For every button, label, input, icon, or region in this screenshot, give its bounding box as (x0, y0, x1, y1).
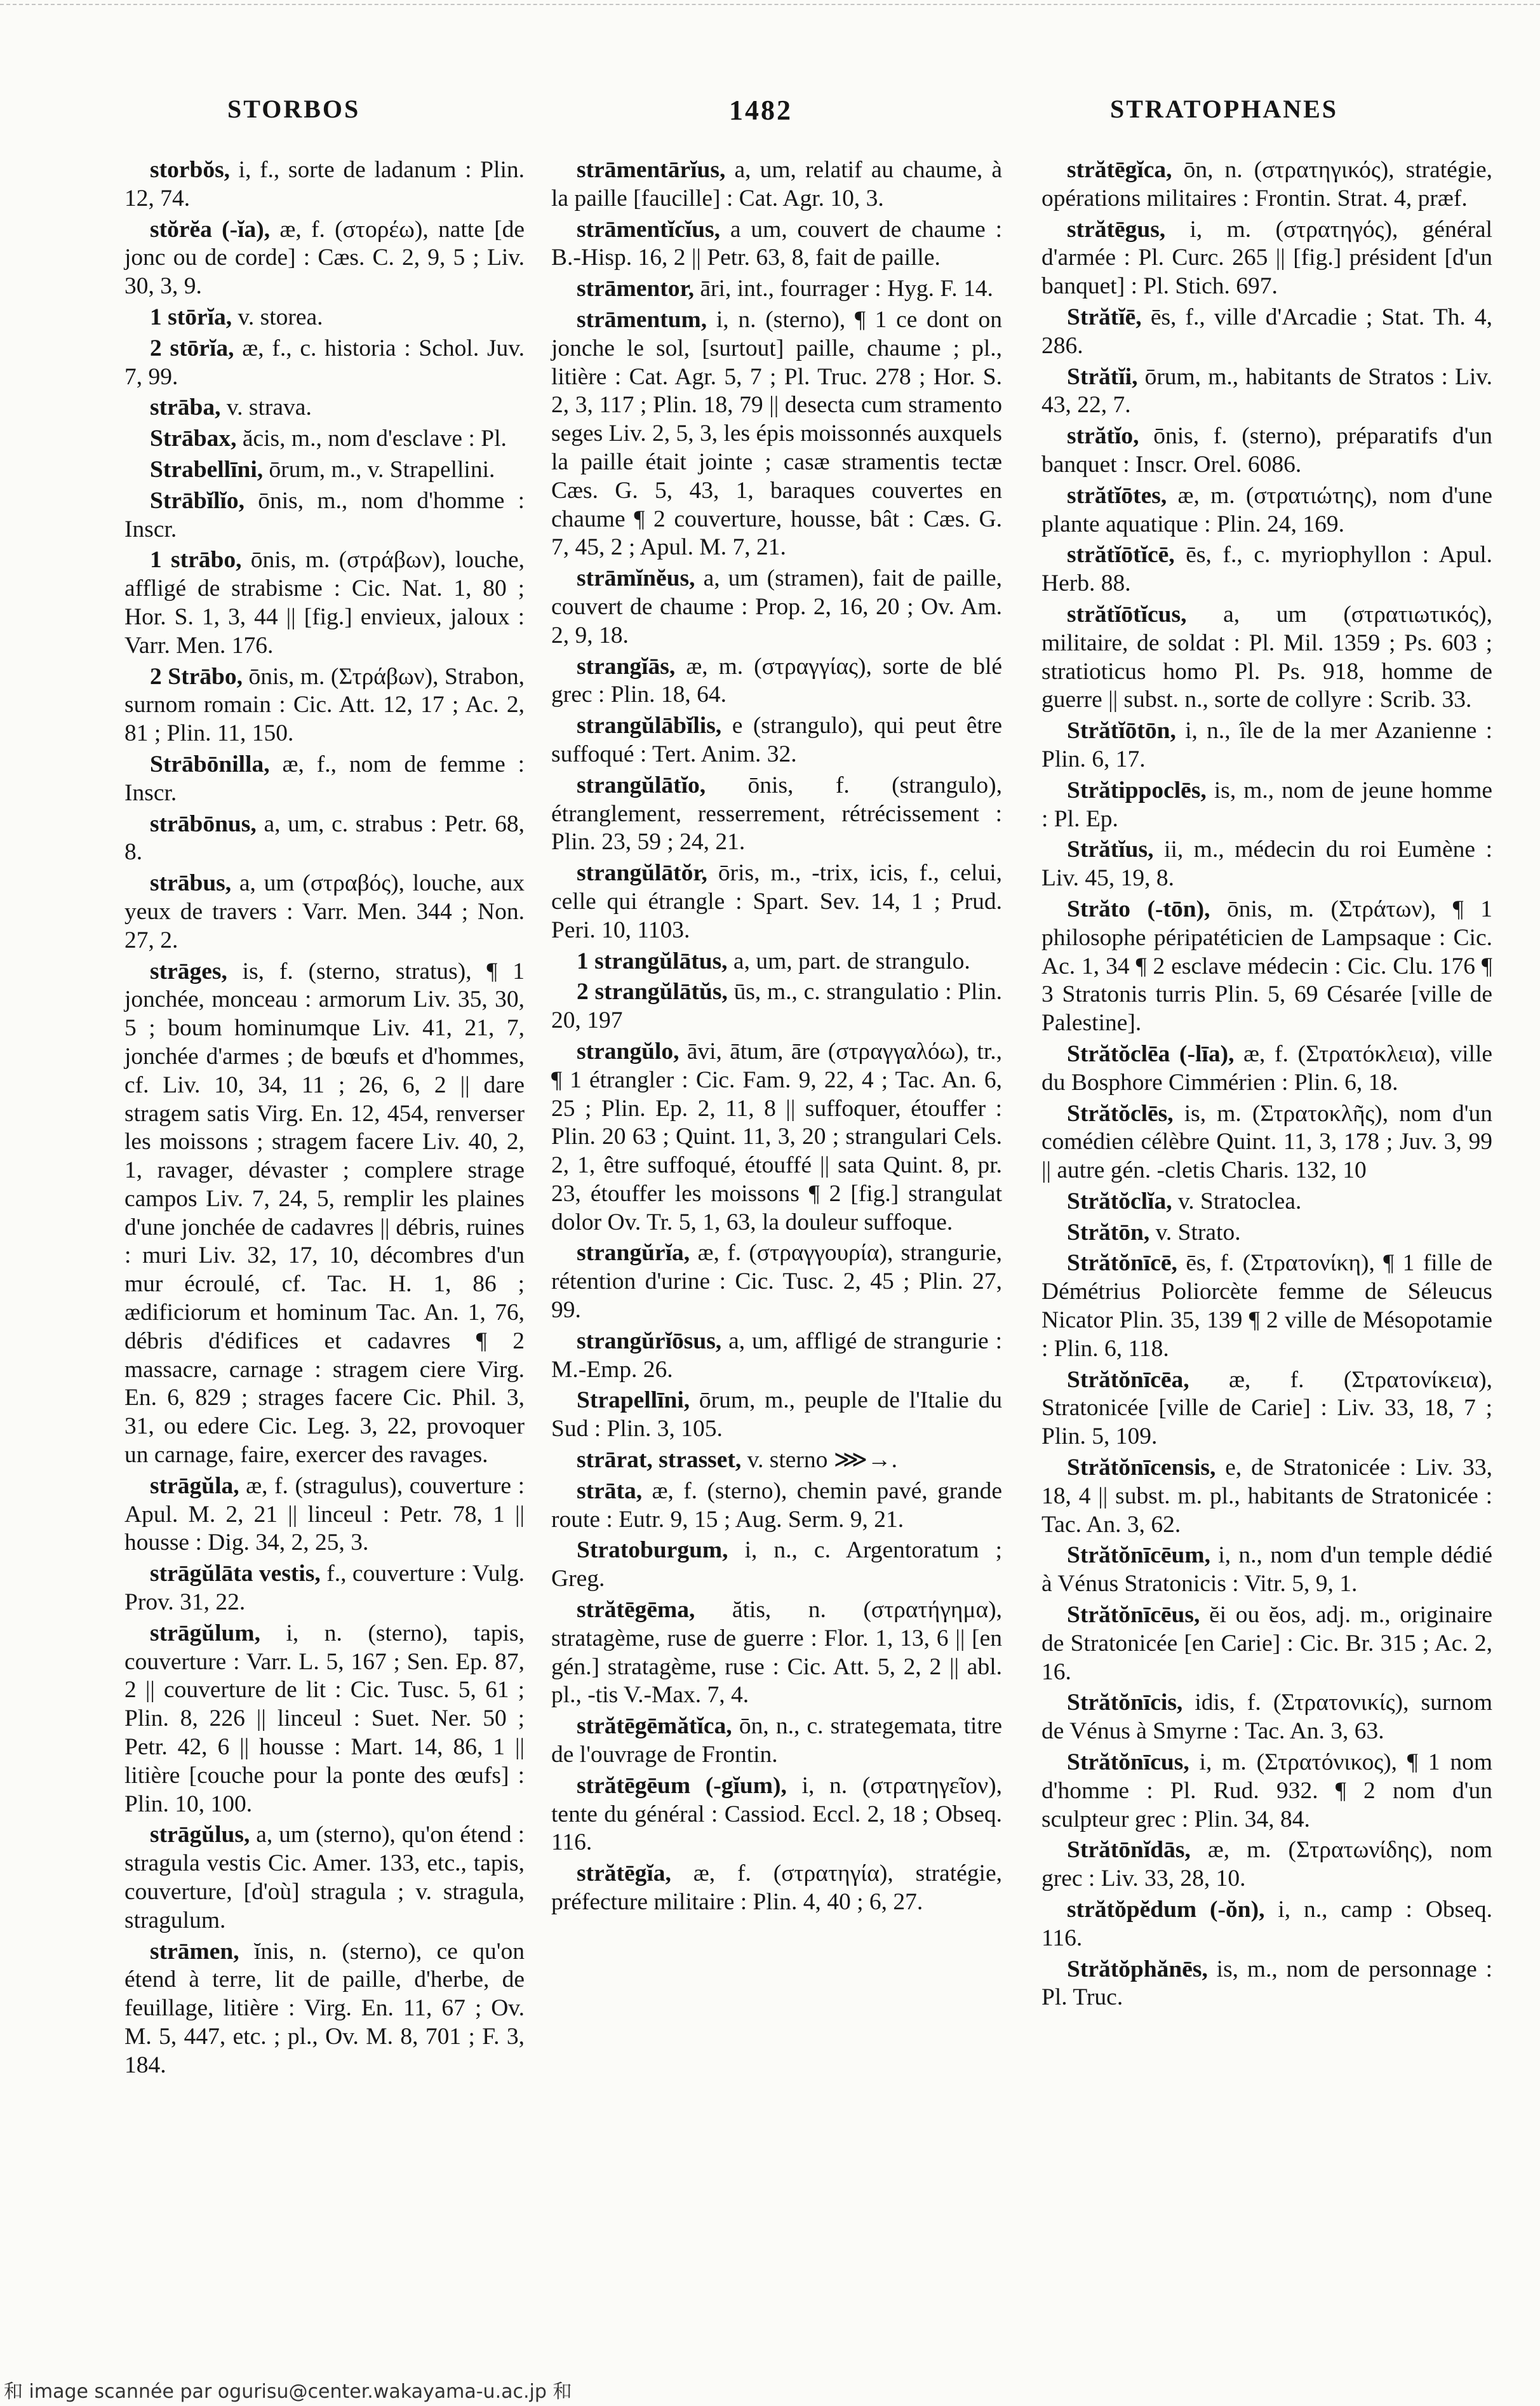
entry-headword: strătēgēum (-gĭum), (577, 1772, 787, 1799)
entry-definition: ēs, f. (Στρατονίκη), ¶ 1 fille de Démétrius Poliorcète femme de Séleucus Nicator Plin. 35, 139 ¶ 2 ville de Mésopotamie : Plin. 6, 118. (1041, 1250, 1492, 1362)
entry-definition: i, m. (Στρατόνικος), ¶ 1 nom d'homme : Pl. Rud. 932. ¶ 2 nom d'un sculpteur grec : Plin. 34, 84. (1041, 1749, 1492, 1832)
entry-headword: strāges, (150, 958, 227, 985)
dictionary-entry (551, 978, 1002, 1035)
dictionary-column-3 (1041, 156, 1492, 2015)
footer-glyph-left: 和 (4, 2381, 23, 2403)
entry-headword: 1 strangŭlātus, (577, 948, 728, 974)
entry-headword: strangŭlo, (577, 1038, 680, 1065)
entry-headword: storbŏs, (150, 157, 231, 183)
entry-headword: strangŭlātŏr, (577, 860, 707, 887)
entry-headword: 2 Strābo, (150, 663, 243, 690)
dictionary-entry (551, 1387, 1002, 1444)
entry-headword: strāgŭlum, (150, 1620, 260, 1646)
dictionary-entry (1041, 1689, 1492, 1746)
entry-definition: ōrum, m., peuple de l'Italie du Sud : Plin. 3, 105. (551, 1387, 1003, 1442)
dictionary-entry (551, 1477, 1002, 1535)
dictionary-entry (1041, 601, 1492, 715)
entry-definition: is, m., nom de jeune homme : Pl. Ep. (1041, 777, 1493, 832)
entry-headword: strătĭo, (1067, 423, 1139, 450)
entry-headword: Străto (-tōn), (1067, 896, 1210, 922)
entry-headword: Strătŏphănēs, (1067, 1956, 1208, 1982)
entry-definition: i, n. (sterno), tapis, couverture : Varr. L. 5, 167 ; Sen. Ep. 87, 2 || couverture de lit : Cic. Tusc. 5, 61 ; Plin. 8, 226 || linceul : Suet. Ner. 50 ; Petr. 42, 6 || housse : Mart. 14, 86, 1 || litière [couche pour la ponte des œufs] : Plin. 10, 100. (124, 1620, 525, 1817)
entry-headword: strāmentum, (577, 306, 707, 333)
entry-definition: idis, f. (Στρατονικίς), surnom de Vénus à Smyrne : Tac. An. 3, 63. (1041, 1690, 1492, 1745)
entry-headword: Strătŏnīcē, (1067, 1250, 1177, 1277)
entry-headword: Strabellīni, (150, 456, 264, 483)
dictionary-entry (551, 1860, 1002, 1917)
dictionary-entry (124, 216, 525, 301)
entry-headword: Strătippoclēs, (1067, 777, 1207, 803)
dictionary-entry (1041, 896, 1492, 1038)
entry-definition: ōrum, m., habitants de Stratos : Liv. 43, 22, 7. (1041, 363, 1493, 419)
entry-definition: ōn, n., c. strategemata, titre de l'ouvrage de Frontin. (551, 1713, 1002, 1768)
header-right-guide-word: STRATOPHANES (1110, 95, 1339, 123)
entry-headword: 2 strangŭlātŭs, (577, 979, 728, 1005)
dictionary-entry (1041, 422, 1492, 480)
entry-headword: Strătŏnīcus, (1067, 1749, 1189, 1776)
entry-definition: a, um, c. strabus : Petr. 68, 8. (124, 810, 525, 866)
dictionary-entry (1041, 717, 1492, 774)
dictionary-column-2 (551, 156, 1002, 1919)
dictionary-entry (1041, 1366, 1492, 1451)
footer-text: image scannée par ogurisu@center.wakayama-u.ac.jp (29, 2381, 547, 2403)
entry-headword: Strătŏclĭa, (1067, 1188, 1172, 1214)
entry-headword: strāgŭlāta vestis, (150, 1561, 321, 1587)
entry-headword: Strătŏnīcis, (1067, 1690, 1183, 1716)
entry-definition: æ, f., c. historia : Schol. Juv. 7, 99. (124, 335, 525, 390)
entry-definition: is, f. (sterno, stratus), ¶ 1 jonchée, monceau : armorum Liv. 35, 30, 5 ; boum hominumque Liv. 41, 21, 7, jonchée d'armes ; de bœufs et d'hommes, cf. Liv. 10, 34, 11 ; 26, 6, 2 || dare stragem satis Virg. En. 12, 454, renverser les moissons ; stragem facere Liv. 40, 2, 1, ravager, dévaster ; complere strage campos Liv. 7, 24, 5, remplir les plaines d'une jonchée de cadavres || débris, ruines : muri Liv. 32, 17, 10, décombres d'un mur écroulé, cf. Tac. H. 1, 86 ; ædificiorum et hominum Tac. An. 1, 76, débris d'édifices et cadavres ¶ 2 massacre, carnage : stragem ciere Virg. En. 6, 829 ; strages facere Cic. Phil. 3, 31, ou edere Cic. Leg. 3, 22, provoquer un carnage, faire, exercer des ravages. (124, 958, 525, 1468)
dictionary-entry (1041, 156, 1492, 213)
entry-headword: Strătĭē, (1067, 304, 1142, 330)
entry-definition: f., couverture : Vulg. Prov. 31, 22. (124, 1561, 525, 1616)
entry-definition: ătis, n. (στρατήγημα), stratagème, ruse de guerre : Flor. 1, 13, 6 || [en gén.] stratagème, ruse : Cic. Att. 5, 2, 2 || abl. pl., -tis V.-Max. 7, 4. (551, 1597, 1003, 1709)
entry-headword: Strătōnĭdās, (1067, 1837, 1191, 1864)
entry-definition: ăcis, m., nom d'esclave : Pl. (242, 426, 507, 452)
dictionary-entry (1041, 363, 1492, 420)
entry-headword: strătēgēma, (577, 1597, 695, 1623)
dictionary-entry (1041, 1896, 1492, 1953)
dictionary-entry (124, 958, 525, 1470)
entry-headword: Strătŏnīcensis, (1067, 1455, 1216, 1481)
dictionary-entry (124, 1620, 525, 1819)
entry-definition: ēs, f., ville d'Arcadie ; Stat. Th. 4, 286. (1041, 304, 1493, 359)
entry-definition: i, n. (στρατηγεῖον), tente du général : Cassiod. Eccl. 2, 18 ; Obseq. 116. (551, 1772, 1003, 1856)
entry-headword: Strătĭi, (1067, 363, 1138, 390)
entry-headword: strāmentor, (577, 276, 695, 302)
dictionary-entry (551, 306, 1002, 562)
entry-definition: æ, f. (στρατηγία), stratégie, préfecture militaire : Plin. 4, 40 ; 6, 27. (551, 1860, 1002, 1916)
dictionary-entry (551, 156, 1002, 213)
dictionary-entry (551, 275, 1002, 304)
entry-definition: ēs, f., c. myriophyllon : Apul. Herb. 88. (1041, 542, 1492, 597)
dictionary-entry (551, 653, 1002, 710)
entry-definition: a, um (στρατιωτικός), militaire, de soldat : Pl. Mil. 1359 ; Ps. 603 ; stratioticus homo Pl. Ps. 918, homme de guerre || subst. n., sorte de collyre : Scrib. 33. (1041, 601, 1492, 713)
entry-definition: v. strava. (226, 394, 312, 421)
entry-definition: æ, f. (στορέω), natte [de jonc ou de corde] : Cæs. C. 2, 9, 5 ; Liv. 30, 3, 9. (124, 216, 525, 300)
dictionary-entry (124, 456, 525, 485)
entry-definition: ĭnis, n. (sterno), ce qu'on étend à terre, lit de paille, d'herbe, de feuillage, litière : Virg. En. 11, 67 ; Ov. M. 5, 447, etc. ; pl., Ov. M. 8, 701 ; F. 3, 184. (124, 1938, 525, 2078)
dictionary-entry (1041, 1749, 1492, 1834)
entry-definition: ōn, n. (στρατηγικός), stratégie, opérations militaires : Frontin. Strat. 4, præf. (1041, 157, 1493, 212)
dictionary-entry (124, 1472, 525, 1557)
entry-definition: ōnis, m. (Στράβων), Strabon, surnom romain : Cic. Att. 12, 17 ; Ac. 2, 81 ; Plin. 11, 150. (124, 663, 525, 747)
entry-definition: ōnis, m., nom d'homme : Inscr. (124, 487, 525, 542)
entry-definition: ĕi ou ĕos, adj. m., originaire de Stratonicée [en Carie] : Cic. Br. 315 ; Ac. 2, 16. (1041, 1602, 1492, 1685)
footer-glyph-right: 和 (552, 2381, 572, 2403)
entry-headword: Stratoburgum, (577, 1537, 728, 1564)
dictionary-entry (551, 1772, 1002, 1857)
entry-definition: i, n., camp : Obseq. 116. (1041, 1897, 1492, 1951)
entry-definition: æ, f. (στραγγουρία), strangurie, rétention d'urine : Cic. Tusc. 2, 45 ; Plin. 27, 99. (551, 1240, 1003, 1324)
dictionary-entry (124, 156, 525, 213)
dictionary-entry (124, 1821, 525, 1935)
entry-headword: strāta, (577, 1477, 643, 1504)
dictionary-entry (551, 948, 1002, 976)
entry-headword: strāba, (150, 394, 221, 421)
entry-definition: a, um, part. de strangulo. (733, 948, 970, 974)
dictionary-entry (124, 546, 525, 660)
entry-headword: Strābax, (150, 426, 237, 452)
entry-headword: strāmentĭcĭus, (577, 216, 721, 243)
entry-definition: a um, couvert de chaume : B.-Hisp. 16, 2 || Petr. 63, 8, fait de paille. (551, 216, 1002, 271)
entry-definition: æ, m. (Στρατωνίδης), nom grec : Liv. 33, 28, 10. (1041, 1837, 1492, 1892)
entry-definition: v. Stratoclea. (1177, 1188, 1302, 1214)
entry-definition: ōnis, f. (sterno), préparatifs d'un banquet : Inscr. Orel. 6086. (1041, 423, 1492, 478)
entry-definition: æ, f. (sterno), chemin pavé, grande route : Eutr. 9, 15 ; Aug. Serm. 9, 21. (551, 1477, 1003, 1533)
page-header (0, 94, 1540, 132)
dictionary-entry (124, 304, 525, 332)
entry-definition: i, n., nom d'un temple dédié à Vénus Stratonicis : Vitr. 5, 9, 1. (1041, 1542, 1492, 1597)
entry-definition: æ, f. (stragulus), couverture : Apul. M. 2, 21 || linceul : Petr. 78, 1 || housse : Dig. 34, 2, 25, 3. (124, 1472, 525, 1556)
entry-definition: ūs, m., c. strangulatio : Plin. 20, 197 (551, 979, 1002, 1034)
dictionary-entry (551, 1596, 1002, 1710)
entry-definition: is, m. (Στρατοκλῆς), nom d'un comédien célèbre Quint. 11, 3, 178 ; Juv. 3, 99 || autre gén. -cletis Charis. 132, 10 (1041, 1100, 1492, 1184)
entry-headword: strătĭōtes, (1067, 482, 1167, 509)
entry-headword: strătŏpĕdum (-ŏn), (1067, 1897, 1265, 1923)
entry-definition: i, f., sorte de ladanum : Plin. 12, 74. (124, 157, 525, 212)
entry-definition: i, n. (sterno), ¶ 1 ce dont on jonche le sol, [surtout] paille, chaume ; pl., litière : Cat. Agr. 5, 7 ; Pl. Truc. 278 ; Hor. S. 2, 3, 117 ; Plin. 18, 79 || desecta cum stramento seges Liv. 2, 5, 3, les épis moissonnés auxquels la paille était jointe ; casæ stramentis tectæ Cæs. G. 5, 43, 1, baraques couvertes en chaume ¶ 2 couverture, housse, bât : Cæs. G. 7, 45, 2 ; Apul. M. 7, 21. (551, 306, 1002, 561)
entry-definition: æ, m. (στρατιώτης), nom d'une plante aquatique : Plin. 24, 169. (1041, 482, 1492, 537)
dictionary-entry (1041, 541, 1492, 598)
entry-headword: Strătŏclēs, (1067, 1100, 1174, 1127)
entry-headword: strāgŭla, (150, 1472, 239, 1499)
entry-headword: strătēgus, (1067, 216, 1166, 243)
dictionary-entry (124, 487, 525, 544)
entry-headword: strangŭrĭōsus, (577, 1327, 722, 1354)
entry-headword: Strābĭlĭo, (150, 487, 244, 514)
entry-headword: Strătĭōtōn, (1067, 718, 1176, 744)
entry-definition: v. Strato. (1155, 1219, 1241, 1246)
entry-headword: strangŭrĭa, (577, 1240, 690, 1267)
dictionary-entry (1041, 1040, 1492, 1098)
entry-headword: strābus, (150, 870, 232, 897)
entry-headword: 1 stōrĭa, (150, 304, 232, 330)
dictionary-entry (124, 870, 525, 955)
entry-definition: ōrum, m., v. Strapellini. (269, 456, 495, 483)
entry-definition: a, um, affligé de strangurie : M.-Emp. 26. (551, 1327, 1003, 1383)
dictionary-entry (1041, 1956, 1492, 2013)
entry-definition: v. storea. (238, 304, 323, 330)
entry-headword: Strābōnilla, (150, 751, 270, 777)
dictionary-entry (551, 712, 1002, 769)
entry-definition: is, m., nom de personnage : Pl. Truc. (1041, 1956, 1492, 2011)
page-number: 1482 (729, 95, 793, 126)
entry-headword: 1 strābo, (150, 547, 242, 574)
dictionary-entry (551, 216, 1002, 273)
dictionary-entry (551, 1038, 1002, 1237)
dictionary-entry (1041, 304, 1492, 361)
entry-headword: Strătŏnīcēus, (1067, 1602, 1200, 1629)
dictionary-entry (1041, 1542, 1492, 1599)
dictionary-entry (551, 1446, 1002, 1475)
entry-definition: i, m. (στρατηγός), général d'armée : Pl. Curc. 265 || [fig.] président [d'un banquet] : Pl. Stich. 697. (1041, 216, 1492, 300)
dictionary-entry (551, 1327, 1002, 1385)
dictionary-entry (1041, 1836, 1492, 1893)
entry-headword: strangĭās, (577, 653, 676, 680)
entry-definition: ōris, m., -trix, icis, f., celui, celle qui étrangle : Spart. Sev. 14, 1 ; Prud. Peri. 10, 1103. (551, 860, 1003, 943)
dictionary-entry (551, 1239, 1002, 1324)
dictionary-entry (124, 1560, 525, 1617)
entry-definition: a, um (στραβός), louche, aux yeux de travers : Varr. Men. 344 ; Non. 27, 2. (124, 870, 525, 953)
dictionary-entry (551, 1536, 1002, 1594)
entry-definition: e (strangulo), qui peut être suffoqué : Tert. Anim. 32. (551, 713, 1002, 767)
dictionary-entry (1041, 1100, 1492, 1185)
entry-headword: strătēgĭa, (577, 1860, 671, 1887)
dictionary-entry (124, 425, 525, 454)
dictionary-entry (551, 1712, 1002, 1770)
dictionary-entry (551, 772, 1002, 857)
dictionary-entry (1041, 1601, 1492, 1686)
dictionary-entry (124, 810, 525, 868)
entry-headword: Strătŏnīcēa, (1067, 1366, 1189, 1393)
entry-definition: ōnis, f. (strangulo), étranglement, resserrement, rétrécissement : Plin. 23, 59 ; 24, 21. (551, 772, 1003, 856)
entry-headword: strāgŭlus, (150, 1822, 250, 1848)
dictionary-entry (1041, 482, 1492, 539)
dictionary-entry (1041, 216, 1492, 301)
entry-definition: v. sterno ⋙→. (747, 1447, 897, 1474)
dictionary-entry (1041, 777, 1492, 834)
entry-headword: strătĭōtĭcē, (1067, 542, 1175, 568)
entry-definition: æ, f., nom de femme : Inscr. (124, 751, 525, 806)
entry-headword: strāmen, (150, 1938, 239, 1965)
dictionary-entry (1041, 1454, 1492, 1539)
entry-definition: æ, f. (Στρατόκλεια), ville du Bosphore Cimmérien : Plin. 6, 18. (1041, 1040, 1493, 1096)
dictionary-entry (124, 394, 525, 422)
entry-definition: æ, f. (Στρατονίκεια), Stratonicée [ville de Carie] : Liv. 33, 18, 7 ; Plin. 5, 109. (1041, 1366, 1492, 1450)
entry-definition: āri, int., fourrager : Hyg. F. 14. (700, 276, 993, 302)
dictionary-column-1 (124, 156, 525, 2083)
entry-headword: Strătŏnīcēum, (1067, 1542, 1211, 1569)
entry-headword: Strătōn, (1067, 1219, 1150, 1246)
dictionary-entry (1041, 1249, 1492, 1363)
entry-definition: æ, m. (στραγγίας), sorte de blé grec : Plin. 18, 64. (551, 653, 1003, 708)
dictionary-entry (124, 663, 525, 748)
dictionary-entry (124, 335, 525, 392)
entry-definition: i, n., île de la mer Azanienne : Plin. 6, 17. (1041, 718, 1493, 772)
entry-definition: a, um (stramen), fait de paille, couvert de chaume : Prop. 2, 16, 20 ; Ov. Am. 2, 9, 18. (551, 565, 1003, 649)
entry-headword: strătĭōtĭcus, (1067, 601, 1187, 628)
entry-definition: a, um, relatif au chaume, à la paille [faucille] : Cat. Agr. 10, 3. (551, 157, 1002, 212)
entry-headword: strāmĭnĕus, (577, 565, 695, 592)
entry-definition: āvi, ātum, āre (στραγγαλόω), tr., ¶ 1 étrangler : Cic. Fam. 9, 22, 4 ; Tac. An. 6, 25 ; Plin. Ep. 2, 11, 8 || suffoquer, étouffer : Plin. 20 63 ; Quint. 11, 3, 20 ; strangulari Cels. 2, 1, être suffoqué, étouffé || sata Quint. 8, pr. 23, étouffer les moissons ¶ 2 [fig.] strangulat dolor Ov. Tr. 5, 1, 63, la douleur suffoque. (551, 1038, 1003, 1235)
dictionary-entry (124, 1938, 525, 2080)
scan-credit-footer (0, 2376, 1540, 2401)
entry-headword: strangŭlātĭo, (577, 772, 706, 798)
dictionary-entry (1041, 836, 1492, 893)
entry-headword: strārat, strasset, (577, 1447, 742, 1474)
dictionary-entry (124, 751, 525, 808)
entry-definition: ii, m., médecin du roi Eumène : Liv. 45, 19, 8. (1041, 837, 1492, 892)
entry-headword: strătēgĭca, (1067, 157, 1172, 183)
dictionary-entry (1041, 1219, 1492, 1247)
entry-definition: e, de Stratonicée : Liv. 33, 18, 4 || subst. m. pl., habitants de Stratonicée : Tac. An. 3, 62. (1041, 1455, 1492, 1538)
entry-headword: Strapellīni, (577, 1387, 690, 1414)
entry-headword: strāmentārĭus, (577, 157, 726, 183)
header-left-guide-word: STORBOS (227, 95, 361, 123)
entry-headword: Strătĭus, (1067, 837, 1154, 863)
entry-headword: Strătŏclēa (-līa), (1067, 1040, 1235, 1067)
dictionary-entry (1041, 1188, 1492, 1216)
dictionary-entry (551, 859, 1002, 944)
scan-top-rule (0, 4, 1540, 5)
entry-definition: ōnis, m. (Στράτων), ¶ 1 philosophe péripatéticien de Lampsaque : Cic. Ac. 1, 34 ¶ 2 esclave médecin : Cic. Clu. 176 ¶ 3 Stratonis turris Plin. 5, 69 Césarée [ville de Palestine]. (1041, 896, 1492, 1037)
entry-headword: strangŭlābĭlis, (577, 713, 722, 739)
entry-headword: 2 stōrĭa, (150, 335, 234, 361)
dictionary-entry (551, 565, 1002, 650)
entry-definition: a, um (sterno), qu'on étend : stragula vestis Cic. Amer. 133, etc., tapis, couverture, [d'où] stragula ; v. stragula, stragulum. (124, 1822, 525, 1933)
entry-definition: ōnis, m. (στράβων), louche, affligé de strabisme : Cic. Nat. 1, 80 ; Hor. S. 1, 3, 44 || [fig.] envieux, jaloux : Varr. Men. 176. (124, 547, 525, 659)
entry-headword: stŏrĕa (-ĭa), (150, 216, 271, 243)
entry-headword: strābōnus, (150, 810, 257, 837)
entry-definition: i, n., c. Argentoratum ; Greg. (551, 1537, 1003, 1592)
entry-headword: strătēgēmătĭca, (577, 1713, 732, 1740)
